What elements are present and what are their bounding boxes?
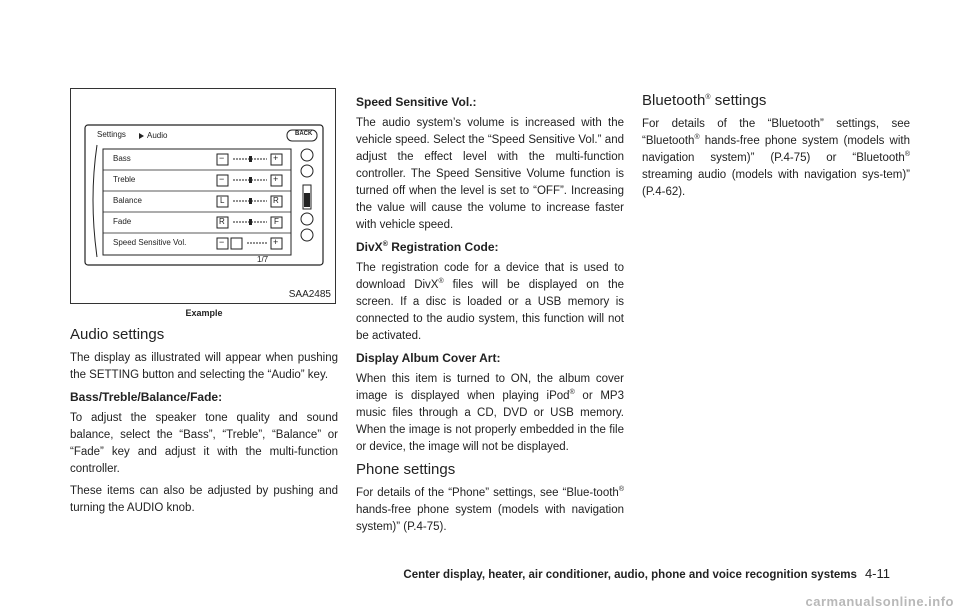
figure-caption: Example: [185, 308, 223, 318]
breadcrumb-child: Audio: [147, 131, 168, 140]
row-label-treble[interactable]: Treble: [113, 175, 136, 184]
speed-sensitive-heading: Speed Sensitive Vol.:: [356, 95, 477, 109]
page-footer: [403, 566, 890, 581]
breadcrumb-root: Settings: [97, 130, 126, 139]
audio-knob-text: These items can also be adjusted by pushing and turning the AUDIO knob.: [70, 485, 338, 514]
page-number: 4-11: [864, 566, 890, 581]
balance-left-icon[interactable]: L: [220, 196, 225, 205]
watermark: carmanualsonline.info: [805, 594, 954, 609]
footer-section-title: Center display, heater, air conditioner, audio, phone and voice recognition systems: [403, 569, 857, 581]
row-label-bass[interactable]: Bass: [113, 154, 131, 163]
row-label-fade[interactable]: Fade: [113, 217, 132, 226]
bluetooth-settings-text: For details of the “Bluetooth” settings, see “Bluetooth® hands-free phone system (models with navigation system)” (P.4-75) or “Bluetooth® streaming audio (models with navigation sys-tem)” (P.4-62).: [642, 118, 910, 198]
bass-plus-icon[interactable]: +: [273, 153, 279, 163]
back-button[interactable]: BACK: [295, 131, 313, 137]
bass-minus-icon[interactable]: −: [219, 153, 225, 163]
bass-treble-text: To adjust the speaker tone quality and sound balance, select the “Bass”, “Treble”, “Balance” or “Fade” key and adjust it with the multi-function controller.: [70, 412, 338, 475]
phone-settings-text: For details of the “Phone” settings, see “Blue-tooth® hands-free phone system (models with navigation system)” (P.4-75).: [356, 486, 624, 533]
divx-heading: DivX® Registration Code:: [356, 240, 499, 254]
divx-text: The registration code for a device that is used to download DivX® files will be displayed on the screen. If a disc is loaded or a USB memory is connected to the audio system, this function will not be activated.: [356, 262, 624, 342]
fade-rear-icon[interactable]: R: [219, 217, 225, 226]
row-label-balance[interactable]: Balance: [113, 196, 142, 205]
bluetooth-settings-heading: Bluetooth® settings: [642, 92, 767, 109]
fade-front-icon[interactable]: F: [274, 217, 279, 226]
treble-minus-icon[interactable]: −: [219, 174, 225, 184]
middle-column: [356, 94, 624, 541]
row-label-speed-sensitive-vol[interactable]: Speed Sensitive Vol.: [113, 238, 187, 247]
page-counter: 1/7: [257, 255, 269, 264]
speed-sensitive-text: The audio system’s volume is increased with the vehicle speed. Select the “Speed Sensitive Vol.” and adjust the effect level with the multi-function controller. The Speed Sensitive Volume function is turned off when the level is set to “OFF”. Increasing the value will cause the volume to increase faster with vehicle speed.: [356, 117, 624, 231]
speed-vol-plus-icon[interactable]: +: [273, 237, 279, 247]
phone-settings-heading: Phone settings: [356, 461, 456, 478]
audio-settings-heading: Audio settings: [70, 326, 165, 343]
audio-screen-illustration: [71, 89, 337, 305]
audio-settings-figure: [70, 88, 336, 304]
bass-treble-heading: Bass/Treble/Balance/Fade:: [70, 390, 223, 404]
figure-code: SAA2485: [288, 289, 331, 300]
left-column: [70, 88, 338, 522]
right-column: [642, 92, 910, 206]
album-cover-text: When this item is turned to ON, the album cover image is displayed when playing iPod® or MP3 music files through a CD, DVD or USB memory. When the image is not properly embedded in the file or device, the image will not be displayed.: [356, 373, 624, 453]
album-cover-heading: Display Album Cover Art:: [356, 351, 501, 365]
treble-plus-icon[interactable]: +: [273, 174, 279, 184]
speed-vol-minus-icon[interactable]: −: [219, 237, 225, 247]
balance-right-icon[interactable]: R: [273, 196, 279, 205]
audio-intro-text: The display as illustrated will appear when pushing the SETTING button and selecting the “Audio” key.: [70, 352, 338, 381]
